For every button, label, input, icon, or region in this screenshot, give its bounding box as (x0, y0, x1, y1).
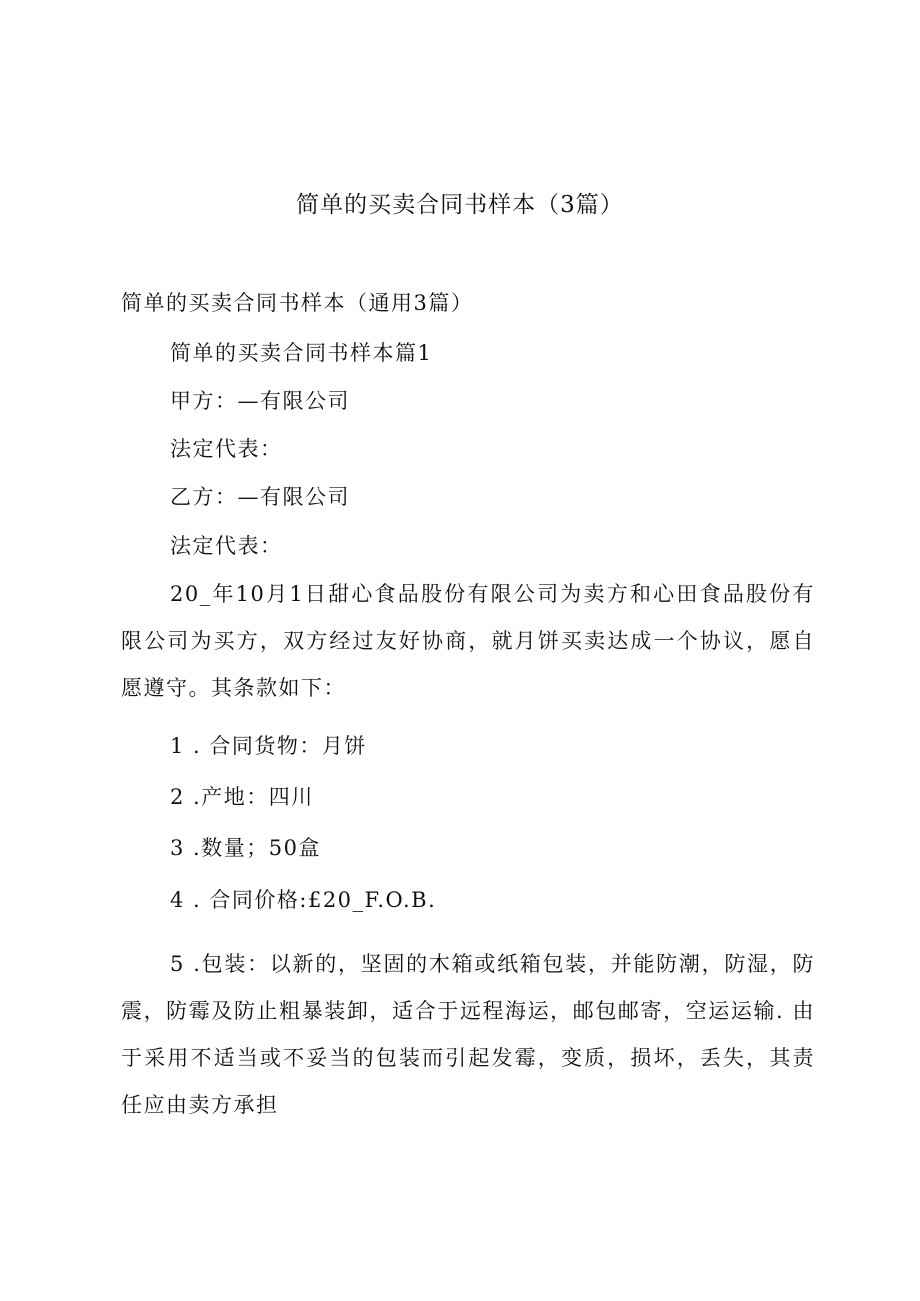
section-heading: 简单的买卖合同书样本篇1 (170, 341, 433, 365)
preamble-paragraph: 20_年10月1日甜心食品股份有限公司为卖方和心田食品股份有限公司为买方，双方经过友好协商，就月饼买卖达成一个协议，愿自愿遵守。其条款如下： (121, 582, 815, 700)
clause-4: 4 . 合同价格:£20_F.O.B. (170, 888, 437, 912)
clause-3: 3 .数量；50盒 (170, 836, 321, 860)
clause-1: 1 . 合同货物：月饼 (170, 734, 367, 758)
party-b-line: 乙方：—有限公司 (170, 485, 350, 509)
legal-rep-a-line: 法定代表： (170, 437, 283, 461)
clause-2: 2 .产地：四川 (170, 785, 314, 809)
legal-rep-b-line: 法定代表： (170, 534, 283, 558)
document-title: 简单的买卖合同书样本（3篇） (296, 192, 624, 218)
party-a-line: 甲方：—有限公司 (170, 389, 350, 413)
intro-line: 简单的买卖合同书样本（通用3篇） (121, 291, 474, 315)
clause-5-paragraph: 5 .包装：以新的，坚固的木箱或纸箱包装，并能防潮，防湿，防震，防霉及防止粗暴装卸，适合于远程海运，邮包邮寄，空运运输. 由于采用不适当或不妥当的包装而引起发霉，变质，损坏，丢失，其责任应由卖方承担 (121, 952, 815, 1117)
